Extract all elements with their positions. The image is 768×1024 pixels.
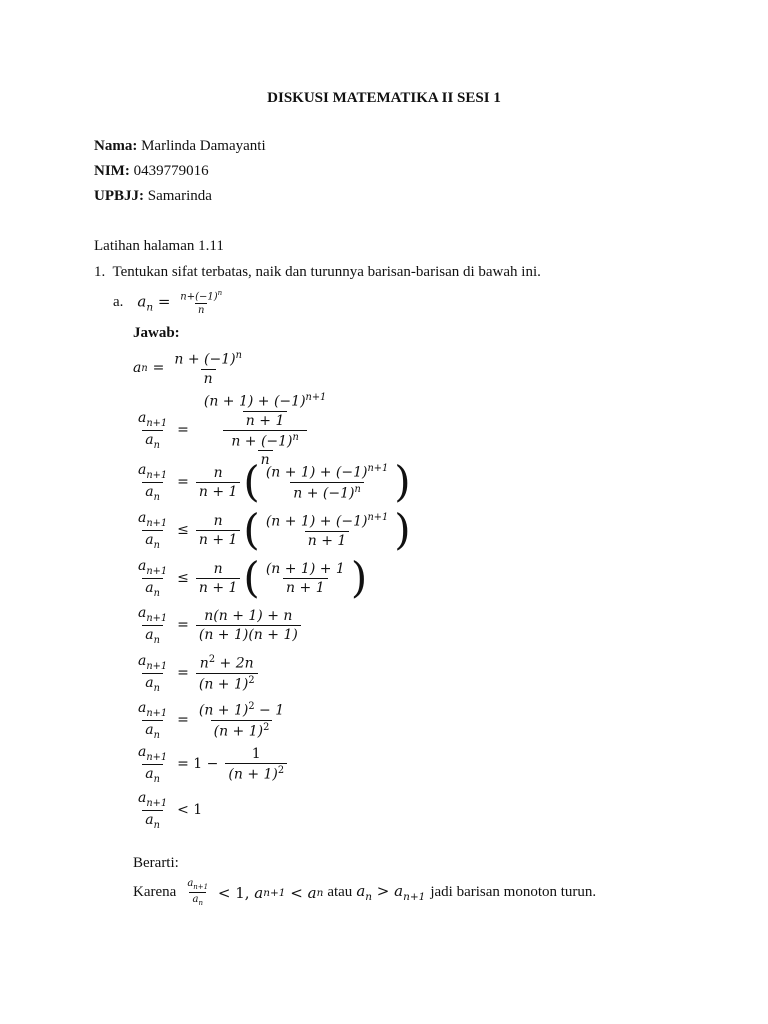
conclusion-line	[133, 878, 596, 907]
answer-label: Jawab:	[133, 325, 180, 341]
equation-9: $\frac{a_{n+1}}{a_n}$ = 1 − $\frac{1}{(n + 1)^2}$	[133, 744, 289, 785]
nim-value: 0439779016	[133, 163, 209, 179]
upbjj-line	[94, 188, 212, 205]
name-value: Marlinda Damayanti	[141, 138, 266, 154]
item-letter: a.	[113, 294, 124, 311]
name-line	[94, 138, 266, 155]
conclusion-formula: $\frac{a_{n+1}}{a_n}$ < 1, a n+1 < a n	[187, 878, 324, 907]
equation-7: $\frac{a_{n+1}}{a_n}$ = $\frac{n^2 + 2n}{(n + 1)^2}$	[133, 653, 260, 694]
equation-4: $\frac{a_{n+1}}{a_n}$ ≤ $\frac{n}{n + 1}$ ( $\frac{(n + 1) + (-1)^{n+1}}{n + 1}$ )	[138, 505, 411, 555]
conclusion-formula-2: $a_n > a_{n+1}$	[356, 882, 426, 903]
nim-line	[94, 163, 209, 180]
exercise-heading: Latihan halaman 1.11	[94, 238, 224, 254]
name-label: Nama:	[94, 138, 138, 154]
upbjj-value: Samarinda	[147, 188, 212, 204]
page-title: DISKUSI MATEMATIKA II SESI 1	[267, 90, 501, 106]
question-line	[94, 264, 541, 281]
equation-6: $\frac{a_{n+1}}{a_n}$ = $\frac{n(n + 1) + n}{(n + 1)(n + 1)}$	[133, 605, 303, 646]
item-a-line	[113, 289, 227, 316]
conclusion-label: Berarti:	[133, 855, 179, 871]
equation-8: $\frac{a_{n+1}}{a_n}$ = $\frac{(n + 1)^2 - 1}{(n + 1)^2}$	[138, 700, 285, 741]
question-number: 1.	[94, 264, 106, 280]
equation-2: $\frac{a_{n+1}}{a_n}$ = $\frac{\frac{(n + 1) + (-1)^{n+1}}{n + 1}}{\frac{n + (-1)^n}{n}}$	[138, 392, 327, 469]
question-text: Tentukan sifat terbatas, naik dan turunnya barisan-barisan di bawah ini.	[112, 264, 541, 280]
equation-3: $\frac{a_{n+1}}{a_n}$ = $\frac{n}{n + 1}$ ( $\frac{(n + 1) + (-1)^{n+1}}{n + (-1)^n}$ )	[138, 457, 411, 507]
equation-5: $\frac{a_{n+1}}{a_n}$ ≤ $\frac{n}{n + 1}$ ( $\frac{(n + 1) + 1}{n + 1}$ )	[138, 553, 368, 603]
upbjj-label: UPBJJ:	[94, 188, 144, 204]
conclusion-tail: jadi barisan monoton turun.	[430, 884, 597, 900]
equation-1: a n = $\frac{n + (-1)^n}{n}$	[133, 350, 242, 387]
item-a-formula: $a_n$ = $\frac{n+(-1)^n}{n}$	[137, 289, 223, 317]
equation-10: $\frac{a_{n+1}}{a_n}$ < 1	[138, 790, 203, 831]
conclusion-karena: Karena	[133, 884, 177, 900]
nim-label: NIM:	[94, 163, 130, 179]
conclusion-atau: atau	[327, 884, 353, 900]
